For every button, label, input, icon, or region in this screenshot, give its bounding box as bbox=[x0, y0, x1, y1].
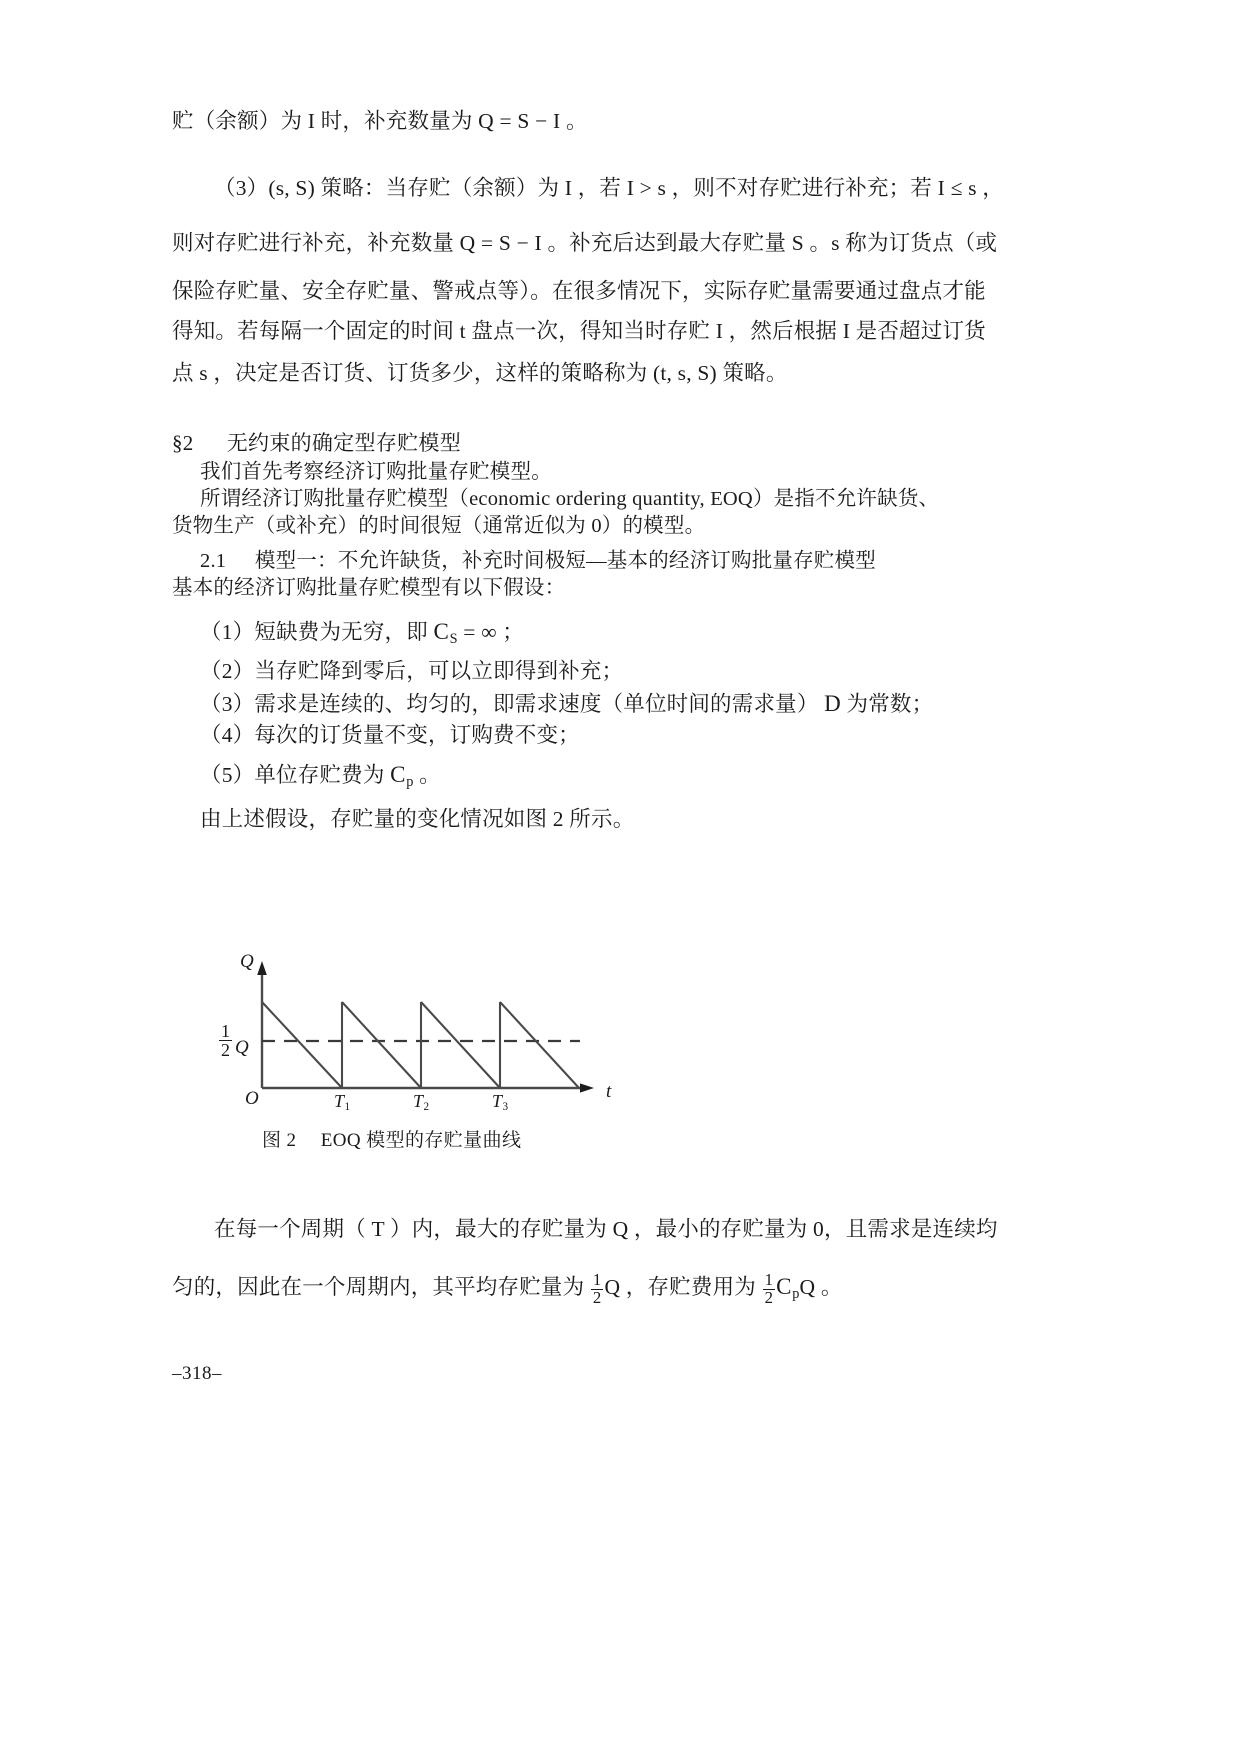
assumption-label-5: （5） bbox=[200, 763, 255, 787]
closing-line-2 bbox=[172, 1272, 843, 1307]
half-q-denominator: 2 bbox=[221, 1040, 230, 1060]
section-marker: §2 bbox=[172, 431, 194, 455]
assumption-label-4: （4） bbox=[200, 723, 255, 747]
figure-caption-prefix: 图 2 bbox=[262, 1130, 297, 1151]
assumption-item-4 bbox=[200, 724, 580, 747]
eoq-text-after: ）是指不允许缺货、 bbox=[752, 488, 940, 510]
paragraph-line-3: 则对存贮进行补充，补充数量 Q = S − I 。补充后达到最大存贮量 S 。s 称为订货点（或 bbox=[172, 231, 998, 255]
chart-origin-label: O bbox=[245, 1088, 259, 1109]
eoq-inventory-chart bbox=[221, 951, 648, 1115]
chart-x-axis-label: t bbox=[606, 1081, 612, 1102]
holding-cost-fraction: $\frac{1}{2}$ bbox=[764, 1270, 774, 1307]
paragraph-line-5: 得知。若每隔一个固定的时间 t 盘点一次，得知当时存贮 I ，然后根据 I 是否超过订货 bbox=[172, 319, 986, 343]
closing-line-1: 在每一个周期（ T ）内，最大的存贮量为 Q ，最小的存贮量为 0，且需求是连续均 bbox=[214, 1217, 998, 1241]
half-q-numerator: 1 bbox=[221, 1021, 230, 1041]
section-paragraph-2 bbox=[200, 489, 939, 511]
assumption-tail-1: = ∞ ； bbox=[457, 620, 525, 644]
assumption-label-3: （3） bbox=[200, 692, 255, 716]
subsection-title: 模型一：不允许缺货，补充时间极短—基本的经济订购批量存贮模型 bbox=[254, 550, 876, 572]
eoq-english-term: economic ordering quantity, EOQ bbox=[469, 488, 753, 510]
section-title: 无约束的确定型存贮模型 bbox=[226, 431, 462, 455]
symbol-cp-closing: $C_p$ bbox=[776, 1274, 800, 1303]
figure-caption bbox=[262, 1125, 521, 1152]
inventory-ramp-1 bbox=[262, 1002, 342, 1088]
symbol-cs: $C_S$ bbox=[433, 619, 458, 647]
chart-svg bbox=[228, 955, 648, 1115]
chart-tick-t2: $T_2$ bbox=[413, 1091, 430, 1114]
assumption-item-2 bbox=[200, 660, 623, 683]
closing-text-c: Q 。 bbox=[799, 1275, 843, 1300]
y-axis-arrow bbox=[257, 961, 267, 975]
assumption-label-1: （1） bbox=[200, 620, 255, 644]
section-paragraph-3: 货物生产（或补充）的时间很短（通常近似为 0）的模型。 bbox=[172, 515, 706, 537]
chart-half-q-label bbox=[218, 1022, 249, 1059]
subsection-lead: 基本的经济订购批量存贮模型有以下假设： bbox=[172, 577, 566, 599]
section-heading bbox=[172, 427, 461, 457]
assumption-text-5: 单位存贮费为 bbox=[254, 763, 391, 787]
closing-text-b: Q ，存贮费用为 bbox=[604, 1275, 762, 1300]
assumption-label-2: （2） bbox=[200, 659, 255, 683]
assumption-text-2: 当存贮降到零后，可以立即得到补充； bbox=[254, 659, 624, 683]
x-axis-arrow bbox=[580, 1083, 594, 1092]
avg-inventory-fraction: $\frac{1}{2}$ bbox=[592, 1270, 602, 1307]
assumption-text-4: 每次的订货量不变，订购费不变； bbox=[254, 723, 580, 747]
assumption-item-3 bbox=[200, 692, 933, 716]
subsection-heading bbox=[200, 551, 876, 573]
inventory-ramp-2 bbox=[342, 1002, 421, 1088]
chart-y-axis-label: Q bbox=[240, 951, 254, 972]
half-q-variable: Q bbox=[235, 1036, 249, 1058]
chart-tick-t1: $T_1$ bbox=[334, 1091, 351, 1114]
assumption-item-5 bbox=[200, 763, 441, 790]
inventory-ramp-4 bbox=[500, 1002, 579, 1088]
assumption-tail-5: 。 bbox=[413, 763, 441, 787]
subsection-number: 2.1 bbox=[200, 550, 227, 572]
figure-caption-text: EOQ 模型的存贮量曲线 bbox=[320, 1130, 522, 1151]
assumption-tail-3: 为常数； bbox=[840, 692, 934, 716]
eoq-text-before: 所谓经济订购批量存贮模型（ bbox=[200, 488, 470, 510]
page-number: –318– bbox=[172, 1363, 222, 1384]
paragraph-line-4: 保险存贮量、安全存贮量、警戒点等）。在很多情况下，实际存贮量需要通过盘点才能 bbox=[172, 279, 986, 303]
assumption-text-3: 需求是连续的、均匀的，即需求速度（单位时间的需求量） bbox=[254, 692, 825, 716]
assumption-item-1 bbox=[200, 620, 524, 647]
symbol-cp: $C_p$ bbox=[390, 762, 414, 790]
assumption-text-1: 短缺费为无穷，即 bbox=[254, 620, 434, 644]
paragraph-line-6: 点 s ，决定是否订货、订货多少，这样的策略称为 (t, s, S) 策略。 bbox=[172, 361, 788, 385]
paragraph-line-1: 贮（余额）为 I 时，补充数量为 Q = S − I 。 bbox=[172, 109, 588, 133]
symbol-d: D bbox=[824, 691, 841, 716]
chart-tick-t3: $T_3$ bbox=[492, 1091, 509, 1114]
figure-intro-text: 由上述假设，存贮量的变化情况如图 2 所示。 bbox=[200, 807, 635, 831]
closing-text-a: 匀的，因此在一个周期内，其平均存贮量为 bbox=[172, 1275, 590, 1300]
section-paragraph-1: 我们首先考察经济订购批量存贮模型。 bbox=[200, 461, 552, 483]
inventory-ramp-3 bbox=[421, 1002, 500, 1088]
paragraph-line-2: （3）(s, S) 策略：当存贮（余额）为 I ，若 I > s ，则不对存贮进行补充；若 I ≤ s ， bbox=[214, 176, 1005, 200]
